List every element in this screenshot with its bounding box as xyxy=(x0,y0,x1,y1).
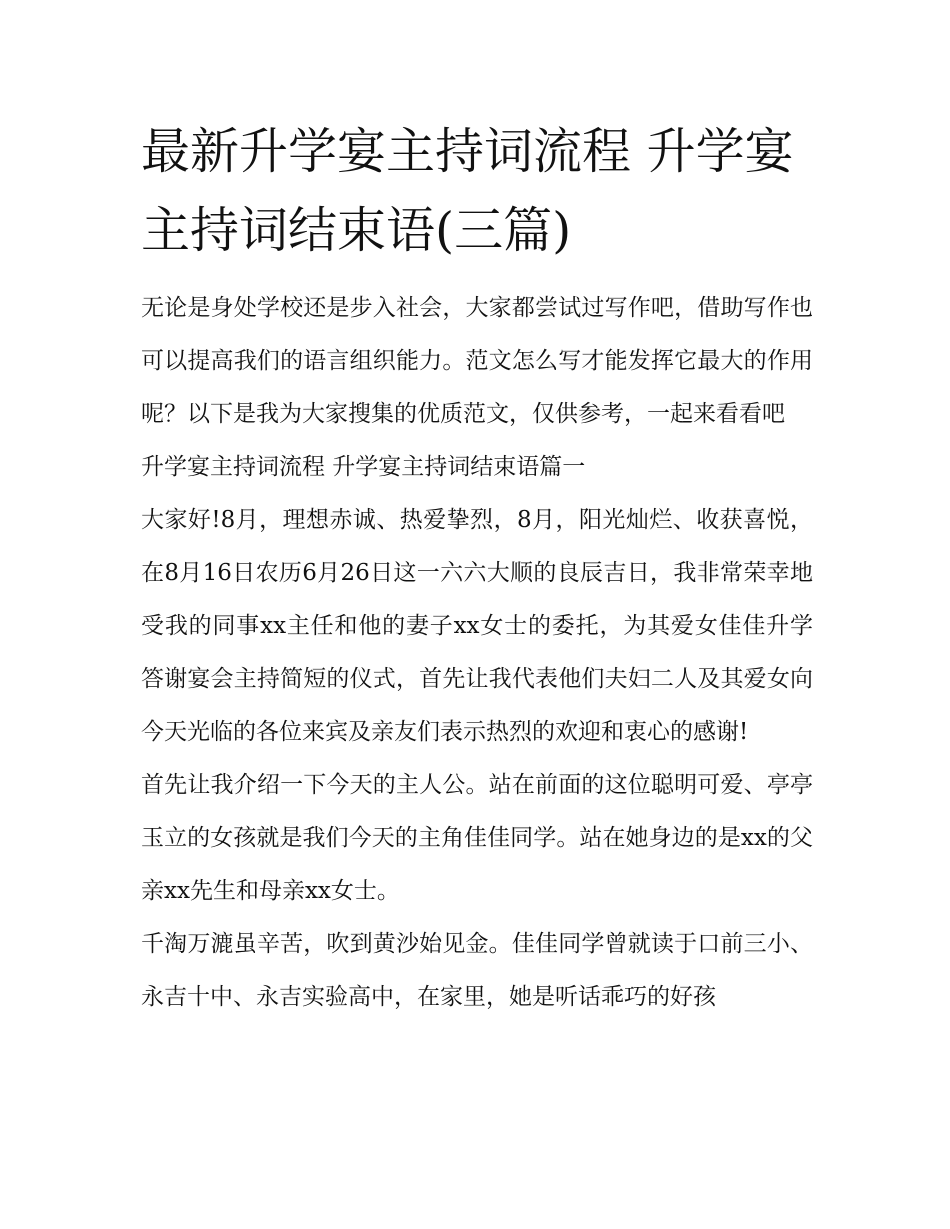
body-paragraph-2: 首先让我介绍一下今天的主人公。站在前面的这位聪明可爱、亭亭玉立的女孩就是我们今天的主角佳佳同学。站在她身边的是xx的父亲xx先生和母亲xx女士。 xyxy=(141,772,813,904)
intro-paragraph: 无论是身处学校还是步入社会，大家都尝试过写作吧，借助写作也可以提高我们的语言组织能力。范文怎么写才能发挥它最大的作用呢？以下是我为大家搜集的优质范文，仅供参考，一起来看看吧 xyxy=(141,295,813,427)
body-paragraph-1: 大家好!8月，理想赤诚、热爱挚烈，8月，阳光灿烂、收获喜悦，在8月16日农历6月26日这一六六大顺的良辰吉日，我非常荣幸地受我的同事xx主任和他的妻子xx女士的委托，为其爱女佳佳升学答谢宴会主持简短的仪式，首先让我代表他们夫妇二人及其爱女向今天光临的各位来宾及亲友们表示热烈的欢迎和衷心的感谢! xyxy=(141,507,813,745)
document-title: 最新升学宴主持词流程 升学宴主持词结束语(三篇) xyxy=(141,123,794,259)
section-heading: 升学宴主持词流程 升学宴主持词结束语篇一 xyxy=(141,454,586,480)
body-paragraph-3: 千淘万漉虽辛苦，吹到黄沙始见金。佳佳同学曾就读于口前三小、永吉十中、永吉实验高中，在家里，她是听话乖巧的好孩 xyxy=(141,931,813,1010)
document-page xyxy=(141,112,813,1024)
